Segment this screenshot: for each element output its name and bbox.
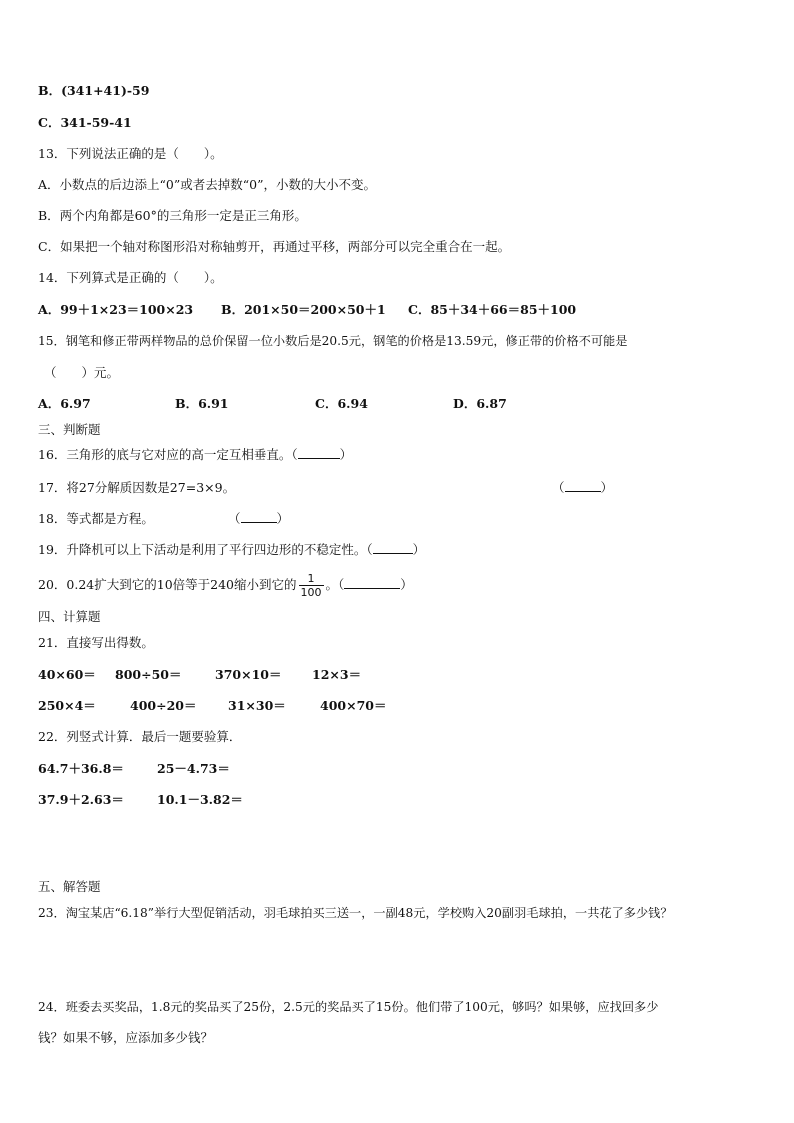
q19-text: 19．升降机可以上下活动是利用了平行四边形的不稳定性。（ (38, 542, 373, 557)
q20-close: ） (400, 577, 413, 592)
section-5-title: 五、解答题 (38, 879, 101, 894)
section-4-title: 四、计算题 (38, 609, 101, 624)
q16-answer-blank[interactable] (298, 447, 340, 459)
q21-item: 12×3＝ (312, 667, 362, 682)
q16 (38, 447, 352, 463)
q21-item: 40×60＝ (38, 667, 96, 682)
q22-item: 25－4.73＝ (157, 761, 230, 776)
q21-item: 400×70＝ (320, 698, 387, 713)
q21-item: 31×30＝ (228, 698, 286, 713)
q24-line1: 24．班委去买奖品，1.8元的奖品买了25份，2.5元的奖品买了15份。他们带了100元，够吗？如果够，应找回多少 (38, 1000, 659, 1014)
q15-stem-line1: 15．钢笔和修正带两样物品的总价保留一位小数后是20.5元，钢笔的价格是13.59元，修正带的价格不可能是 (38, 334, 628, 348)
q17-open: （ (552, 480, 565, 495)
q16-text: 16．三角形的底与它对应的高一定互相垂直。（ (38, 447, 298, 462)
q20-tail: 。（ (325, 577, 345, 592)
q20-fraction-denominator: 100 (300, 586, 322, 599)
q19-close: ） (412, 542, 426, 557)
q22-item: 64.7＋36.8＝ (38, 761, 124, 776)
q20-fraction-numerator: 1 (299, 572, 324, 586)
q15-option-b: B．6.91 (175, 396, 229, 411)
q21-stem: 21．直接写出得数。 (38, 635, 154, 650)
q24-line2: 钱？如果不够，应添加多少钱？ (38, 1030, 214, 1045)
q20-fraction (299, 572, 324, 599)
q20 (38, 570, 413, 600)
q18-close: ） (276, 511, 290, 526)
q18-open: （ (228, 511, 241, 526)
q15-option-c: C．6.94 (315, 396, 368, 411)
q22-item: 37.9＋2.63＝ (38, 792, 124, 807)
q12-option-c: C．341-59-41 (38, 115, 132, 130)
q22-item: 10.1－3.82＝ (157, 792, 243, 807)
q14-option-a: A．99＋1×23＝100×23 (38, 302, 194, 317)
q20-answer-blank[interactable] (344, 577, 400, 589)
q18-answer-blank[interactable] (241, 511, 277, 523)
q21-item: 400÷20＝ (130, 698, 197, 713)
q19 (38, 542, 425, 558)
q23-text: 23．淘宝某店“6.18”举行大型促销活动，羽毛球拍买三送一，一副48元，学校购入20副羽毛球拍，一共花了多少钱？ (38, 906, 673, 920)
q21-item: 250×4＝ (38, 698, 96, 713)
q17-answer (552, 480, 613, 496)
q21-item: 370×10＝ (215, 667, 282, 682)
q22-stem: 22．列竖式计算．最后一题要验算． (38, 729, 242, 744)
q16-close: ） (339, 447, 353, 462)
section-3-title: 三、判断题 (38, 422, 101, 437)
q13-option-b: B．两个内角都是60°的三角形一定是正三角形。 (38, 208, 307, 223)
q17-text: 17．将27分解质因数是27=3×9。 (38, 480, 236, 495)
q12-option-b: B．(341+41)-59 (38, 83, 150, 98)
q21-item: 800÷50＝ (115, 667, 182, 682)
q18-text: 18．等式都是方程。 (38, 511, 154, 526)
q13-option-c: C．如果把一个轴对称图形沿对称轴剪开，再通过平移，两部分可以完全重合在一起。 (38, 239, 511, 254)
q14-option-b: B．201×50＝200×50＋1 (221, 302, 386, 317)
q13-stem: 13．下列说法正确的是（ ）。 (38, 146, 223, 161)
q15-option-a: A．6.97 (38, 396, 91, 411)
q20-text: 20．0.24扩大到它的10倍等于240缩小到它的 (38, 577, 297, 592)
q18-answer (228, 511, 289, 527)
q13-option-a: A．小数点的后边添上“0”或者去掉数“0”，小数的大小不变。 (38, 177, 376, 192)
q17-answer-blank[interactable] (565, 480, 601, 492)
q17-close: ） (600, 480, 614, 495)
q15-option-d: D．6.87 (453, 396, 507, 411)
q14-stem: 14．下列算式是正确的（ ）。 (38, 270, 223, 285)
q14-option-c: C．85＋34＋66＝85＋100 (408, 302, 577, 317)
q19-answer-blank[interactable] (373, 542, 413, 554)
q15-stem-line2: （ ）元。 (44, 365, 120, 380)
